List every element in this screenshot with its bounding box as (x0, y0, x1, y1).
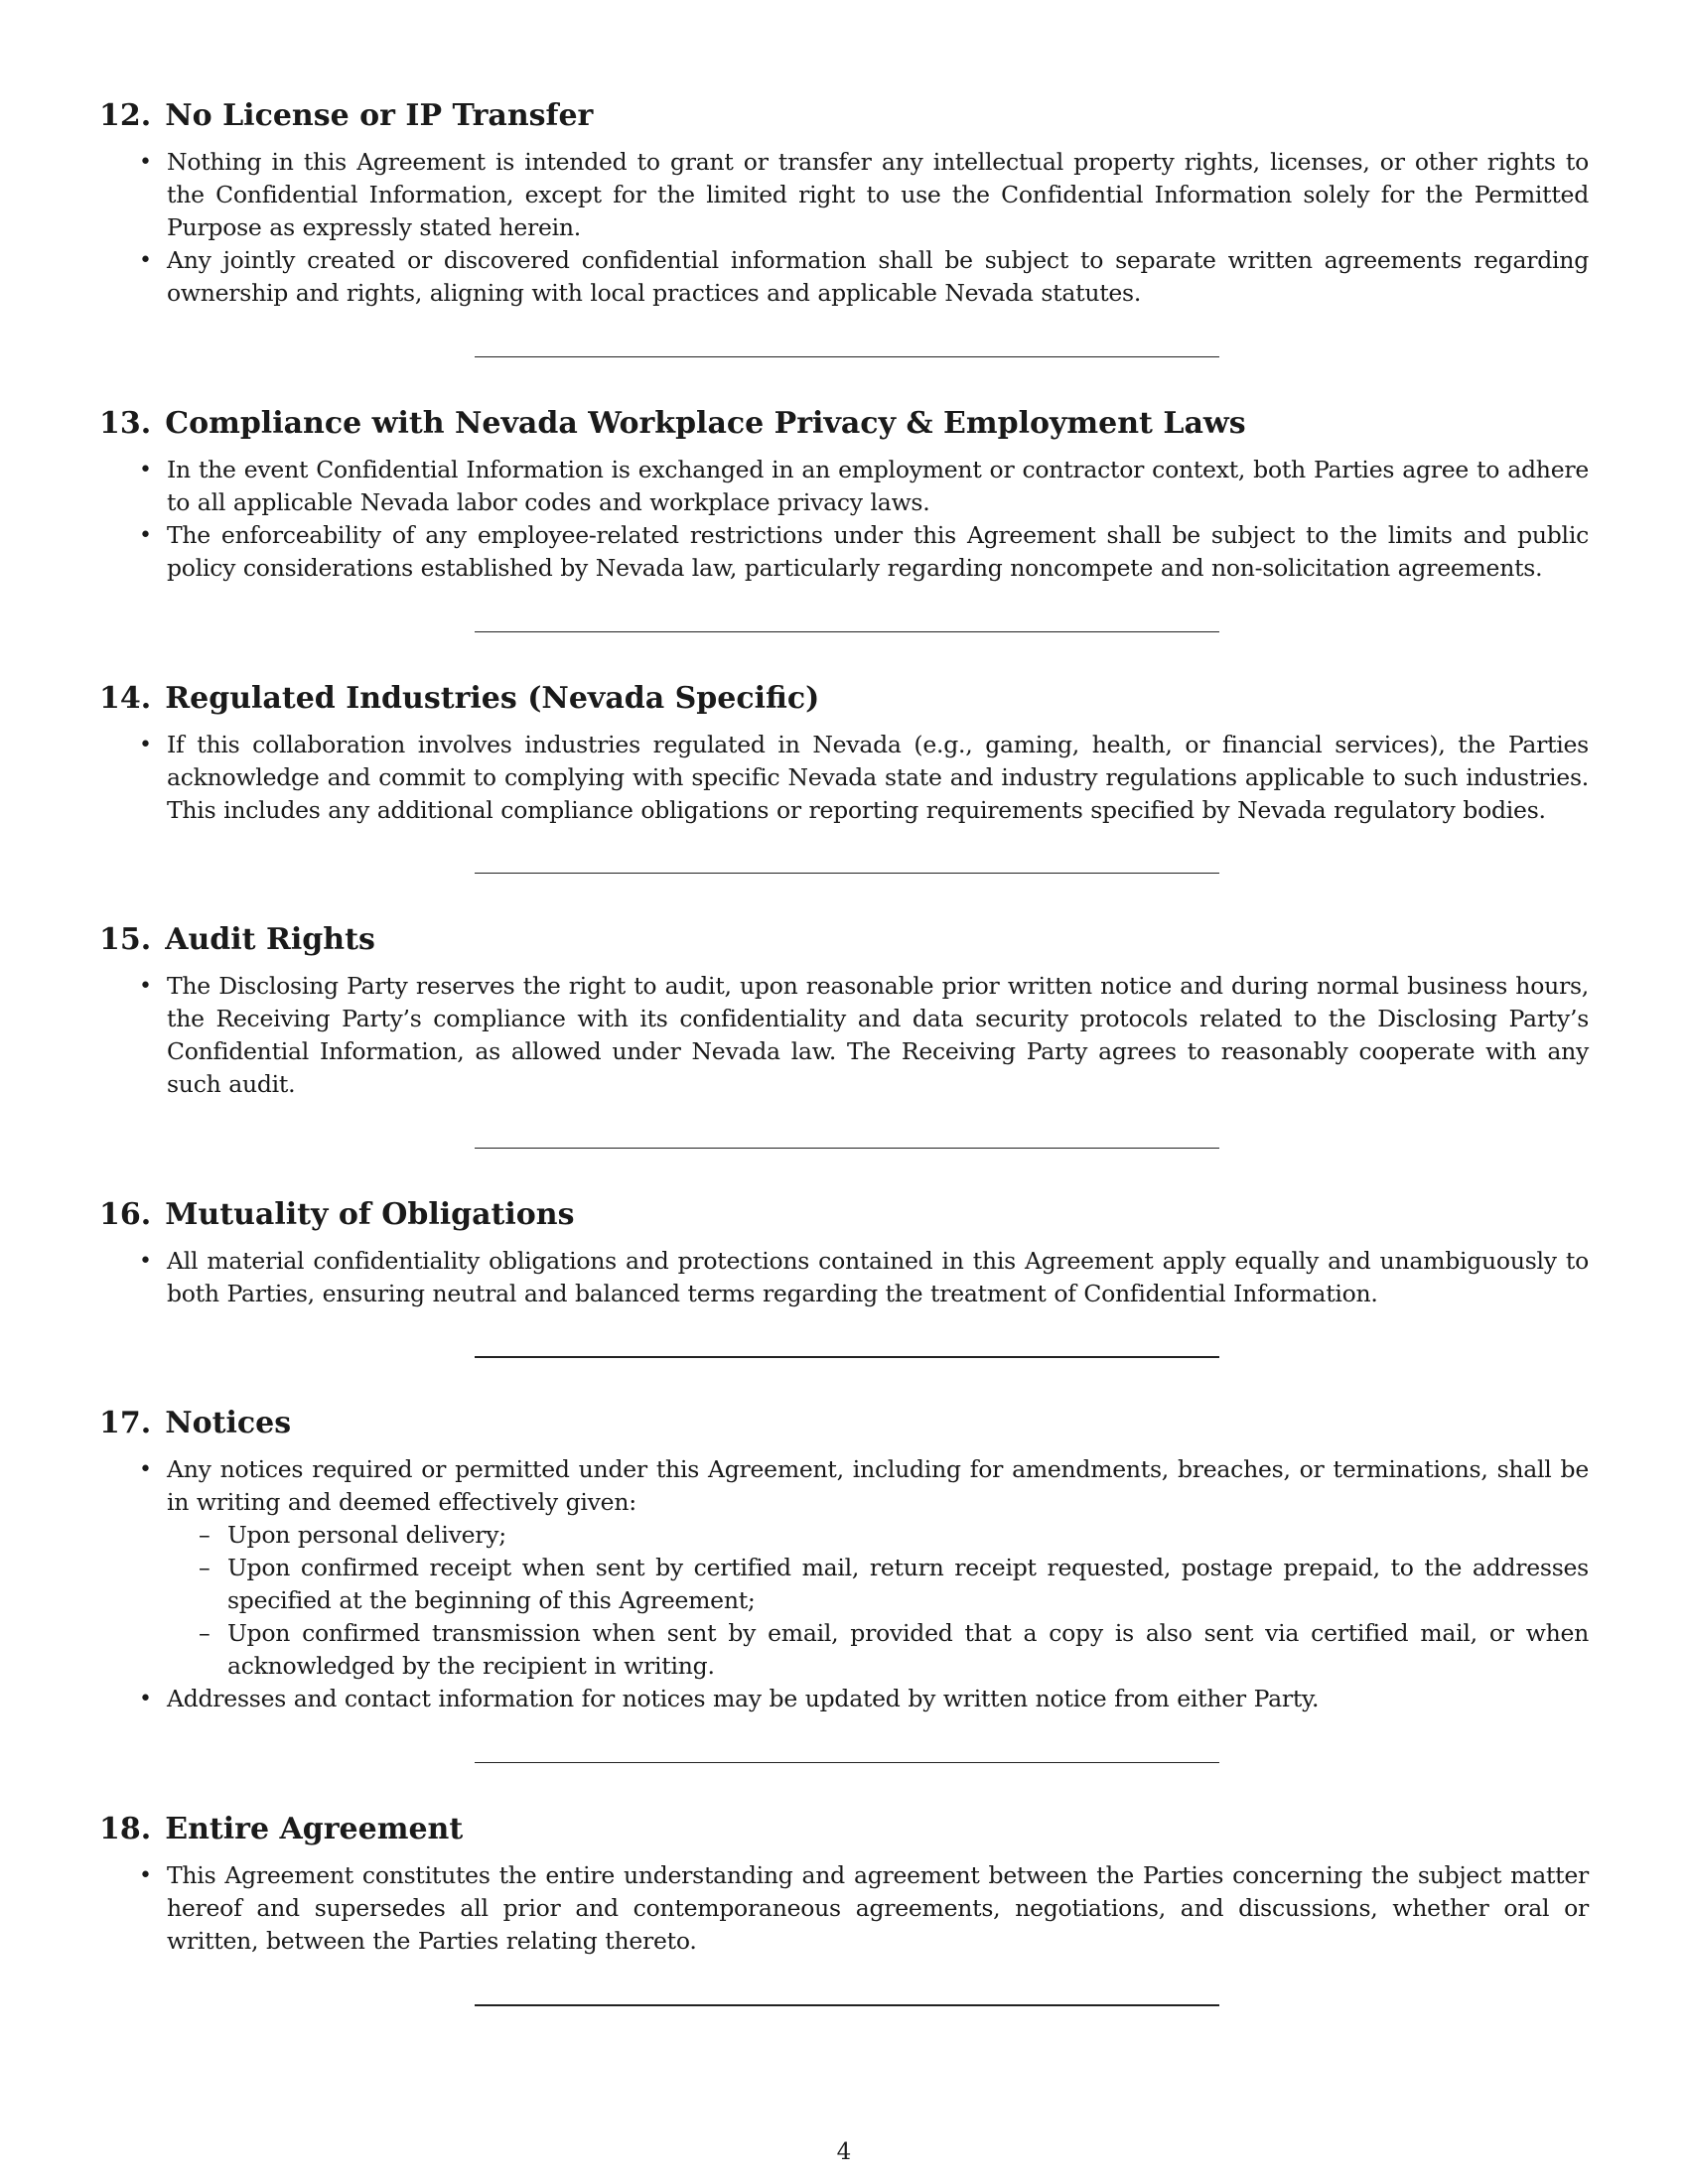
list-item: • Nothing in this Agreement is intended to grant or transfer any intellectual property rights, licenses, or other rights to the Confidential Information, except for the limited right to use the Confidential Information solely for the Permitted Purpose as expressly stated herein. (167, 146, 1589, 244)
section-number: 14. (99, 681, 152, 716)
section-title-text: Regulated Industries (Nevada Specific) (165, 681, 820, 716)
section-divider (475, 1762, 1219, 1763)
section-17 (99, 1404, 1589, 1715)
section-number: 18. (99, 1812, 152, 1846)
list-item: • If this collaboration involves industries regulated in Nevada (e.g., gaming, health, or financial services), the Parties acknowledge and commit to complying with specific Nevada state and industry regulations applicable to such industries. This includes any additional compliance obligations or reporting requirements specified by Nevada regulatory bodies. (167, 729, 1589, 827)
list-item-text: Any notices required or permitted under this Agreement, including for amendments, breaches, or terminations, shall be in writing and deemed effectively given: (167, 1455, 1589, 1516)
section-title-text: Audit Rights (165, 922, 375, 957)
section-14 (99, 679, 1589, 827)
bullet-list (99, 729, 1589, 827)
section-title-text: Notices (165, 1406, 292, 1440)
sub-list (167, 1519, 1589, 1683)
bullet-list (99, 1859, 1589, 1958)
section-12 (99, 96, 1589, 310)
section-title-text: No License or IP Transfer (165, 98, 594, 133)
section-divider (475, 873, 1219, 874)
section-divider (475, 2004, 1219, 2006)
list-item: • All material confidentiality obligations and protections contained in this Agreement apply equally and unambiguously to both Parties, ensuring neutral and balanced terms regarding the treatment of Confidential Information. (167, 1245, 1589, 1310)
sub-list-item: – Upon confirmed transmission when sent by email, provided that a copy is also sent via certified mail, or when acknowledged by the recipient in writing. (227, 1617, 1589, 1683)
section-13-title (99, 404, 1589, 444)
section-14-title (99, 679, 1589, 719)
list-item: • In the event Confidential Information is exchanged in an employment or contractor context, both Parties agree to adhere to all applicable Nevada labor codes and workplace privacy laws. (167, 454, 1589, 519)
bullet-list (99, 146, 1589, 310)
section-title-text: Entire Agreement (165, 1812, 464, 1846)
bullet-list (99, 1453, 1589, 1715)
section-divider (475, 1356, 1219, 1358)
list-item: • This Agreement constitutes the entire understanding and agreement between the Parties concerning the subject matter hereof and supersedes all prior and contemporaneous agreements, negotiations, and discussions, whether oral or written, between the Parties relating thereto. (167, 1859, 1589, 1958)
section-divider (475, 356, 1219, 357)
sub-list-item: – Upon confirmed receipt when sent by certified mail, return receipt requested, postage prepaid, to the addresses specified at the beginning of this Agreement; (227, 1552, 1589, 1617)
bullet-list (99, 454, 1589, 585)
sub-list-item: – Upon personal delivery; (227, 1519, 1589, 1552)
bullet-list (99, 1245, 1589, 1310)
section-16 (99, 1195, 1589, 1310)
section-title-text: Mutuality of Obligations (165, 1197, 575, 1232)
section-13 (99, 404, 1589, 585)
section-15 (99, 920, 1589, 1101)
section-number: 15. (99, 922, 152, 957)
list-item (167, 1453, 1589, 1683)
bullet-list (99, 970, 1589, 1101)
section-number: 16. (99, 1197, 152, 1232)
list-item: • The Disclosing Party reserves the right to audit, upon reasonable prior written notice and during normal business hours, the Receiving Party’s compliance with its confidentiality and data security protocols related to the Disclosing Party’s Confidential Information, as allowed under Nevada law. The Receiving Party agrees to reasonably cooperate with any such audit. (167, 970, 1589, 1101)
section-number: 12. (99, 98, 152, 133)
list-item: • Any jointly created or discovered confidential information shall be subject to separate written agreements regarding ownership and rights, aligning with local practices and applicable Nevada statutes. (167, 244, 1589, 310)
section-18-title (99, 1810, 1589, 1849)
section-16-title (99, 1195, 1589, 1235)
section-12-title (99, 96, 1589, 136)
section-divider (475, 1148, 1219, 1149)
section-15-title (99, 920, 1589, 960)
list-item: • The enforceability of any employee-related restrictions under this Agreement shall be subject to the limits and public policy considerations established by Nevada law, particularly regarding noncompete and non-solicitation agreements. (167, 519, 1589, 585)
list-item: • Addresses and contact information for notices may be updated by written notice from either Party. (167, 1683, 1589, 1715)
section-17-title (99, 1404, 1589, 1443)
section-18 (99, 1810, 1589, 1958)
section-number: 17. (99, 1406, 152, 1440)
section-number: 13. (99, 406, 152, 441)
page-number: 4 (836, 2139, 852, 2165)
section-divider (475, 631, 1219, 632)
section-title-text: Compliance with Nevada Workplace Privacy & Employment Laws (165, 406, 1246, 441)
